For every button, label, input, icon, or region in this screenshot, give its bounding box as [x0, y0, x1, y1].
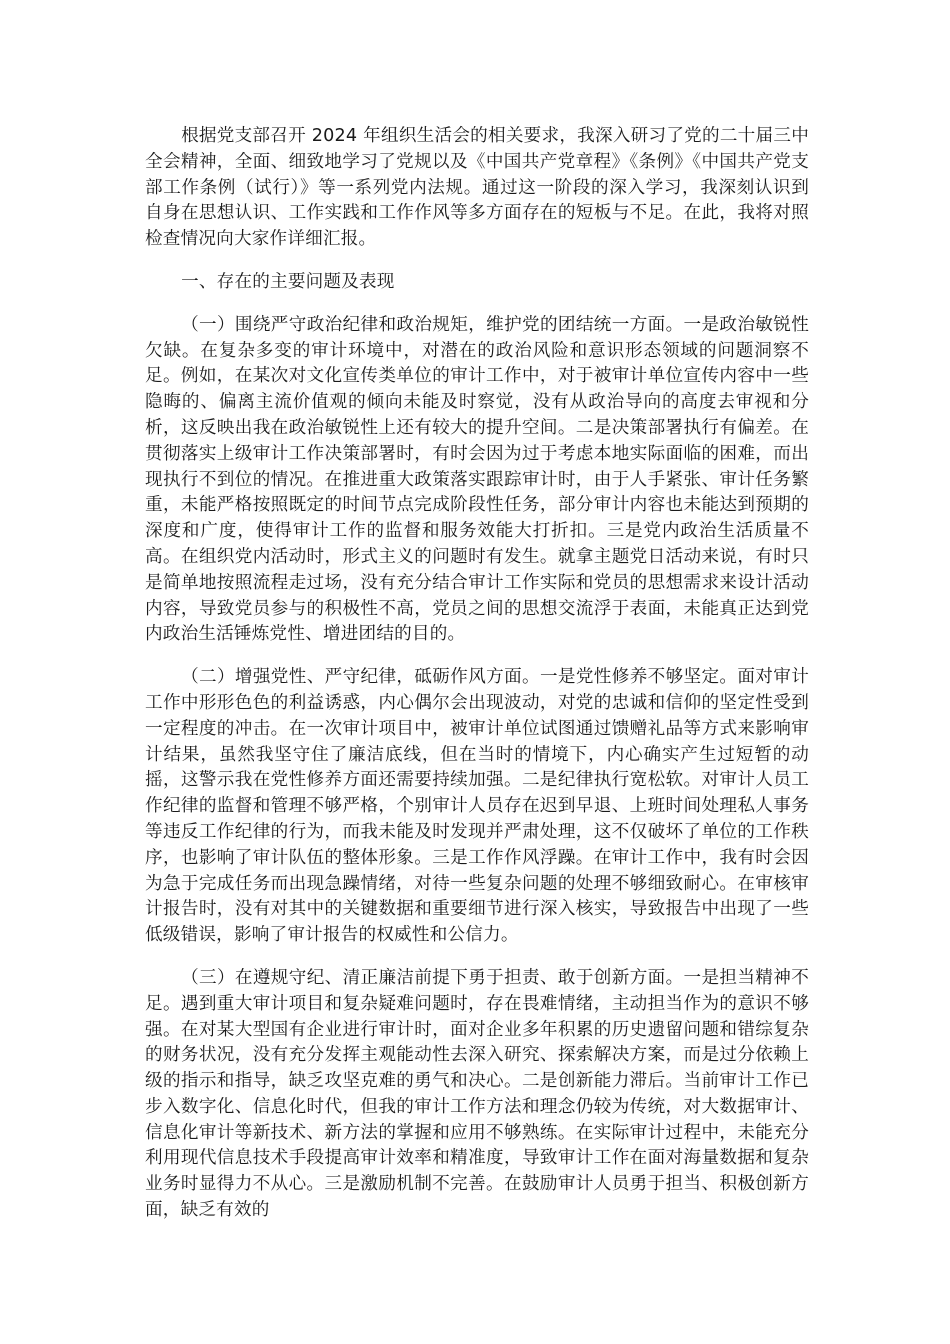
intro-paragraph: 根据党支部召开 2024 年组织生活会的相关要求，我深入研习了党的二十届三中全会精神，全面、细致地学习了党规以及《中国共产党章程》《条例》《中国共产党支部工作条例（试行）》等一系列党内法规。通过这一阶段的深入学习，我深刻认识到自身在思想认识、工作实践和工作作风等多方面存在的短板与不足。在此，我将对照检查情况向大家作详细汇报。 [145, 126, 809, 250]
section-heading: 一、存在的主要问题及表现 [181, 271, 395, 292]
paragraph-political-discipline: （一）围绕严守政治纪律和政治规矩，维护党的团结统一方面。一是政治敏锐性欠缺。在复杂多变的审计环境中，对潜在的政治风险和意识形态领域的问题洞察不足。例如，在某次对文化宣传类单位的审计工作中，对于被审计单位宣传内容中一些隐晦的、偏离主流价值观的倾向未能及时察觉，没有从政治导向的高度去审视和分析，这反映出我在政治敏锐性上还有较大的提升空间。二是决策部署执行有偏差。在贯彻落实上级审计工作决策部署时，有时会因为过于考虑本地实际面临的困难，而出现执行不到位的情况。在推进重大政策落实跟踪审计时，由于人手紧张、审计任务繁重，未能严格按照既定的时间节点完成阶段性任务，部分审计内容也未能达到预期的深度和广度，使得审计工作的监督和服务效能大打折扣。三是党内政治生活质量不高。在组织党内活动时，形式主义的问题时有发生。就拿主题党日活动来说，有时只是简单地按照流程走过场，没有充分结合审计工作实际和党员的思想需求来设计活动内容，导致党员参与的积极性不高，党员之间的思想交流浮于表面，未能真正达到党内政治生活锤炼党性、增进团结的目的。 [145, 314, 809, 645]
paragraph-responsibility-innovation: （三）在遵规守纪、清正廉洁前提下勇于担责、敢于创新方面。一是担当精神不足。遇到重大审计项目和复杂疑难问题时，存在畏难情绪，主动担当作为的意识不够强。在对某大型国有企业进行审计时，面对企业多年积累的历史遗留问题和错综复杂的财务状况，没有充分发挥主观能动性去深入研究、探索解决方案，而是过分依赖上级的指示和指导，缺乏攻坚克难的勇气和决心。二是创新能力滞后。当前审计工作已步入数字化、信息化时代，但我的审计工作方法和理念仍较为传统，对大数据审计、信息化审计等新技术、新方法的掌握和应用不够熟练。在实际审计过程中，未能充分利用现代信息技术手段提高审计效率和精准度，导致审计工作在面对海量数据和复杂业务时显得力不从心。三是激励机制不完善。在鼓励审计人员勇于担当、积极创新方面，缺乏有效的 [145, 967, 809, 1221]
document-body [145, 124, 809, 1241]
paragraph-party-spirit: （二）增强党性、严守纪律，砥砺作风方面。一是党性修养不够坚定。面对审计工作中形形色色的利益诱惑，内心偶尔会出现波动，对党的忠诚和信仰的坚定性受到一定程度的冲击。在一次审计项目中，被审计单位试图通过馈赠礼品等方式来影响审计结果，虽然我坚守住了廉洁底线，但在当时的情境下，内心确实产生过短暂的动摇，这警示我在党性修养方面还需要持续加强。二是纪律执行宽松软。对审计人员工作纪律的监督和管理不够严格，个别审计人员存在迟到早退、上班时间处理私人事务等违反工作纪律的行为，而我未能及时发现并严肃处理，这不仅破坏了单位的工作秩序，也影响了审计队伍的整体形象。三是工作作风浮躁。在审计工作中，我有时会因为急于完成任务而出现急躁情绪，对待一些复杂问题的处理不够细致耐心。在审核审计报告时，没有对其中的关键数据和重要细节进行深入核实，导致报告中出现了一些低级错误，影响了审计报告的权威性和公信力。 [145, 667, 809, 946]
